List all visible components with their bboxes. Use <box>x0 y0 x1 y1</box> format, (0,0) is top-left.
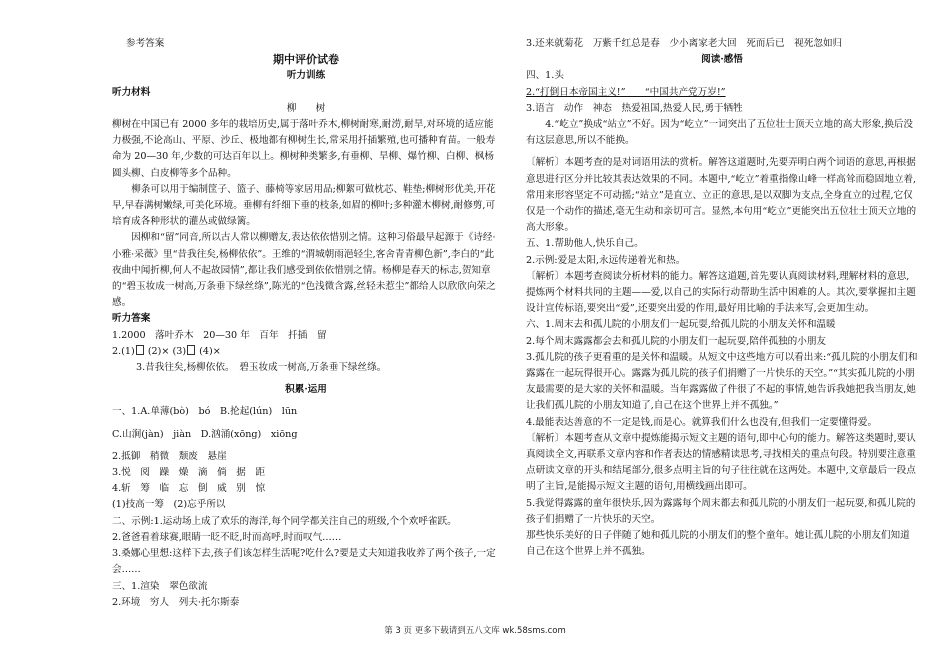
answer-5-2: 2.示例:爱是太阳,永远传递着光和热。 <box>526 254 686 266</box>
answer-2-item: (3) <box>172 345 187 357</box>
paragraph-1: 柳树在中国已有 2000 多年的栽培历史,属于落叶乔木,柳树耐寒,耐涝,耐旱,对环境的适应能力极强,不论高山、平原、沙丘、极地都有柳树生长,常采用扦插繁殖,也可播种育苗。一般寿命为 20—30 年,少数的可达百年以上。柳树种类繁多,有垂柳、旱柳、爆竹柳、白柳、枫杨圆头柳、白皮柳等多个品种。 <box>112 119 496 179</box>
question-9: 三、1.渲染 翠色欲流 <box>112 580 208 592</box>
question-10: 2.环境 穷人 列夫·托尔斯泰 <box>112 596 240 608</box>
question-5: (1)技高一筹 (2)忘乎所以 <box>112 499 226 511</box>
analysis-3: 〔解析〕本题考查从文章中提炼能揭示短文主题的语句,即中心句的能力。解答这类题时,要认真阅读全文,再联系文章内容和作者表达的情感精读思考,寻找相关的重点句段。特别要注意重点研读文章的开头和结尾部分,很多点明主旨的句子往往就在这两处。本题中,文章最后一段点明了主旨,是能揭示短文主题的语句,用横线画出即可。 <box>526 432 916 493</box>
ref-answer-label: 参考答案 <box>126 38 165 49</box>
blank-box-icon <box>136 345 144 355</box>
answer-heading: 听力答案 <box>112 313 151 325</box>
analysis-2: 〔解析〕本题考查阅读分析材料的能力。解答这道题,首先要认真阅读材料,理解材料的意思,提炼两个材料共同的主题——爱,以自己的实际行动帮助生活中困难的人。其次,要掌握扣主题设计宣传标语,要突出“爱”,还要突出爱的作用,最好用比喻的手法来写,会更加生动。 <box>526 270 916 315</box>
answer-2 <box>112 344 500 360</box>
material-heading: 听力材料 <box>112 86 151 98</box>
question-7: 2.爸爸看着球赛,眼睛一眨不眨,时而高呼,时而叹气…… <box>112 531 342 543</box>
answer-6-1: 六、1.周末去和孤儿院的小朋友们一起玩耍,给孤儿院的小朋友关怀和温暖 <box>526 319 836 331</box>
answer-4-3: 3.语言 动作 神态 热爱祖国,热爱人民,勇于牺牲 <box>526 102 743 114</box>
analysis-1: 〔解析〕本题考查的是对词语用法的赏析。解答这道题时,先要弄明白两个词语的意思,再根据意思进行区分并比较其表达效果的不同。本题中,“屹立”着重指像山峰一样高耸而稳固地立着,常用来形容坚定不可动摇;“站立”是直立、立正的意思,是以双脚为支点,全身直立的过程,它仅仅是一个动作的描述,毫无生动和亲切可言。显然,本句用“屹立”更能突出五位壮士顶天立地的高大形象。 <box>526 157 917 234</box>
answer-6-5: 5.我觉得露露的童年很快乐,因为露露每个周末都去和孤儿院的小朋友们一起玩耍,和孤儿院的孩子们捐赠了一片快乐的天空。 <box>526 497 916 525</box>
answer-2-item: (4)× <box>199 345 221 357</box>
answer-4-1: 四、1.头 <box>526 70 564 82</box>
question-8: 3.桑娜心里想:这样下去,孩子们该怎样生活呢?吃什么?要是丈夫知道我收养了两个孩子,一定会…… <box>112 548 496 576</box>
answer-4-4: 4.“屹立”换成“站立”不好。因为“屹立”一词突出了五位壮士顶天立地的高大形象,换后没有这层意思,所以不能换。 <box>526 119 914 147</box>
section-accumulation: 积累·运用 <box>285 384 327 396</box>
section-reading: 阅读·感悟 <box>701 54 743 66</box>
answer-4-2: 2.“打倒日本帝国主义!” “中国共产党万岁!” <box>526 86 726 98</box>
answer-5-1: 五、1.帮助他人,快乐自己。 <box>526 238 644 250</box>
question-1c: C.山涧(jàn) jiàn D.汹涌(xōng) xiōng <box>112 428 298 440</box>
answer-6-6: 那些快乐美好的日子伴随了她和孤儿院的小朋友们的整个童年。她让孤儿院的小朋友们知道自己在这个世界上并不孤独。 <box>526 530 910 558</box>
answer-6-2: 2.每个周末露露都会去和孤儿院的小朋友们一起玩耍,陪伴孤独的小朋友 <box>526 335 827 347</box>
answer-3: 3.昔我往矣,杨柳依依。 碧玉妆成一树高,万条垂下绿丝绦。 <box>136 362 387 374</box>
subtitle: 听力训练 <box>286 70 326 82</box>
question-6: 二、示例:1.运动场上成了欢乐的海洋,每个同学都关注自己的班级,个个欢呼雀跃。 <box>112 515 457 527</box>
right-column <box>526 36 918 561</box>
answer-2-prefix: 2.(1) <box>112 345 135 357</box>
paragraph-2: 柳条可以用于编制筐子、篮子、藤椅等家居用品;柳絮可做枕芯、鞋垫;柳树形优美,开花早,早春满树嫩绿,可美化环境。垂柳有纤细下垂的枝条,如眉的柳叶;多种灌木柳树,耐修剪,可培育成各种形状的灌丛或做绿篱。 <box>112 183 496 228</box>
answer-1: 1.2000 落叶乔木 20—30 年 百年 扦插 留 <box>112 329 327 341</box>
question-4: 4.斩 筹 临 忘 倒 威 别 惊 <box>112 483 266 495</box>
question-3: 3.悦 阅 躁 燥 滴 倘 据 距 <box>112 467 266 479</box>
answer-6-4: 4.最能表达善意的不一定是钱,而是心。就算我们什么也没有,但我们一定要懂得爱。 <box>526 416 878 428</box>
question-2: 2.抵御 稍微 颓废 悬崖 <box>112 450 227 462</box>
question-1a: 一、1.A.单薄(bò) bó B.抡起(lún) lūn <box>112 406 298 418</box>
page-title: 期中评价试卷 <box>273 53 339 67</box>
page-footer: 第 3 页 更多下载请到五八文库 wk.58sms.com <box>384 626 566 636</box>
blank-box-icon <box>187 345 195 355</box>
answer-r1: 3.还来就菊花 万紫千红总是春 少小离家老大回 死而后已 视死忽如归 <box>526 38 843 49</box>
paragraph-3: 因柳和“留”同音,所以古人常以柳赠友,表达依依惜别之情。这种习俗最早起源于《诗经·小雅·采薇》里“昔我往矣,杨柳依依”。王维的“渭城朝雨浥轻尘,客舍青青柳色新”,李白的“此夜曲中闻折柳,何人不起故园情”,都让我们感受到依依惜别之情。杨柳是春天的标志,贺知章的“碧玉妆成一树高,万条垂下绿丝绦”,陈光的“色浅微含露,丝轻未惹尘”都给人以欣欣向荣之感。 <box>112 232 496 309</box>
answer-2-item: (2)× <box>147 345 170 357</box>
left-column <box>112 36 500 611</box>
answer-6-3: 3.孤儿院的孩子更看重的是关怀和温暖。从短文中这些地方可以看出来:“孤儿院的小朋友们和露露在一起玩得很开心。露露为孤儿院的孩子们捐赠了一片快乐的天空。”“其实孤儿院的小朋友最需要的是大家的关怀和温暖。当年露露做了件很了不起的事情,她告诉我她把我当朋友,她让我们孤儿院的小朋友知道了,自己在这个世界上并不孤独。” <box>526 351 918 412</box>
essay-title: 柳 树 <box>286 102 326 114</box>
